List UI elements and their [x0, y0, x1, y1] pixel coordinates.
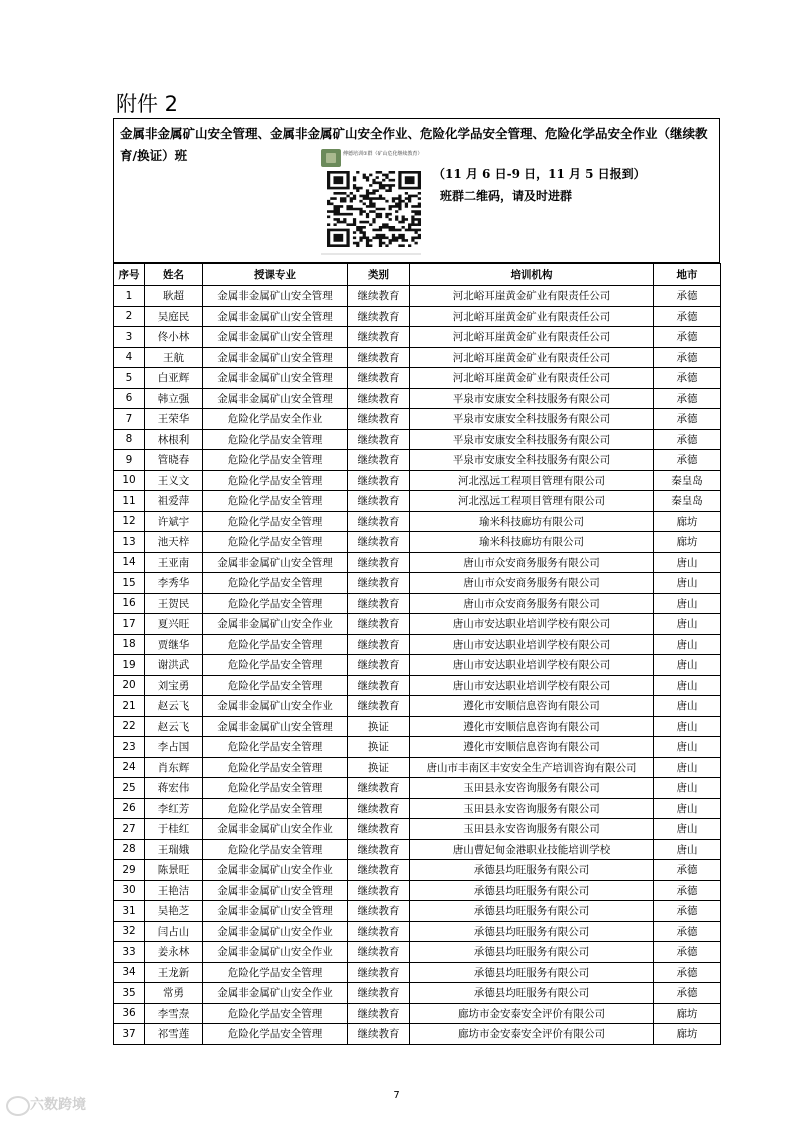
- cell-category: 继续教育: [348, 655, 410, 676]
- cell-major: 危险化学品安全管理: [203, 737, 348, 758]
- cell-institution: 遵化市安顺信息咨询有限公司: [410, 696, 654, 717]
- cell-category: 继续教育: [348, 675, 410, 696]
- cell-index: 32: [114, 921, 145, 942]
- cell-name: 王义文: [145, 470, 203, 491]
- qr-join-note: 班群二维码，请及时进群: [440, 189, 573, 203]
- cell-city: 承德: [654, 347, 721, 368]
- cell-name: 耿超: [145, 286, 203, 307]
- cell-name: 夏兴旺: [145, 614, 203, 635]
- cell-major: 危险化学品安全管理: [203, 962, 348, 983]
- cell-index: 9: [114, 450, 145, 471]
- cell-major: 金属非金属矿山安全管理: [203, 286, 348, 307]
- cell-name: 王贺民: [145, 593, 203, 614]
- cell-index: 24: [114, 757, 145, 778]
- cell-index: 35: [114, 983, 145, 1004]
- cell-institution: 瑜米科技廊坊有限公司: [410, 511, 654, 532]
- cell-index: 15: [114, 573, 145, 594]
- cell-city: 唐山: [654, 655, 721, 676]
- table-row: [114, 819, 721, 840]
- cell-name: 贾继华: [145, 634, 203, 655]
- class-header-box: [113, 118, 720, 263]
- cell-index: 8: [114, 429, 145, 450]
- cell-category: 继续教育: [348, 798, 410, 819]
- cell-city: 廊坊: [654, 1024, 721, 1045]
- table-row: [114, 1003, 721, 1024]
- qr-code-card: [319, 147, 423, 263]
- col-header-category: 类别: [348, 264, 410, 286]
- cell-city: 承德: [654, 306, 721, 327]
- cell-index: 29: [114, 860, 145, 881]
- cell-category: 继续教育: [348, 552, 410, 573]
- cell-institution: 承德县均旺服务有限公司: [410, 921, 654, 942]
- cell-index: 5: [114, 368, 145, 389]
- table-row: [114, 573, 721, 594]
- cell-name: 池天梓: [145, 532, 203, 553]
- cell-institution: 承德县均旺服务有限公司: [410, 860, 654, 881]
- cell-institution: 唐山市安达职业培训学校有限公司: [410, 634, 654, 655]
- table-row: [114, 450, 721, 471]
- cell-name: 王艳洁: [145, 880, 203, 901]
- cell-city: 唐山: [654, 675, 721, 696]
- table-row: [114, 593, 721, 614]
- cell-major: 金属非金属矿山安全管理: [203, 347, 348, 368]
- cell-major: 危险化学品安全管理: [203, 511, 348, 532]
- cell-institution: 唐山市众安商务服务有限公司: [410, 552, 654, 573]
- cell-category: 继续教育: [348, 327, 410, 348]
- cell-major: 危险化学品安全管理: [203, 839, 348, 860]
- cell-category: 继续教育: [348, 347, 410, 368]
- cell-name: 陈景旺: [145, 860, 203, 881]
- cell-name: 闫占山: [145, 921, 203, 942]
- cell-index: 19: [114, 655, 145, 676]
- cell-city: 承德: [654, 327, 721, 348]
- cell-category: 继续教育: [348, 573, 410, 594]
- cell-city: 唐山: [654, 778, 721, 799]
- table-row: [114, 655, 721, 676]
- cell-city: 承德: [654, 409, 721, 430]
- table-body: [114, 286, 721, 1045]
- cell-name: 佟小林: [145, 327, 203, 348]
- cell-index: 4: [114, 347, 145, 368]
- cell-city: 承德: [654, 983, 721, 1004]
- cell-major: 金属非金属矿山安全管理: [203, 306, 348, 327]
- cell-name: 赵云飞: [145, 696, 203, 717]
- cell-major: 金属非金属矿山安全作业: [203, 983, 348, 1004]
- cell-category: 继续教育: [348, 1024, 410, 1045]
- cell-institution: 平泉市安康安全科技服务有限公司: [410, 450, 654, 471]
- cell-major: 危险化学品安全管理: [203, 655, 348, 676]
- cell-major: 危险化学品安全管理: [203, 573, 348, 594]
- table-row: [114, 634, 721, 655]
- cell-major: 金属非金属矿山安全作业: [203, 696, 348, 717]
- cell-name: 吴庭民: [145, 306, 203, 327]
- cell-institution: 瑜米科技廊坊有限公司: [410, 532, 654, 553]
- cell-index: 37: [114, 1024, 145, 1045]
- cell-major: 金属非金属矿山安全管理: [203, 327, 348, 348]
- cell-name: 祁雪莲: [145, 1024, 203, 1045]
- cell-city: 承德: [654, 860, 721, 881]
- cell-major: 金属非金属矿山安全管理: [203, 388, 348, 409]
- cell-institution: 河北峪耳崖黄金矿业有限责任公司: [410, 286, 654, 307]
- cell-city: 唐山: [654, 757, 721, 778]
- cell-index: 14: [114, 552, 145, 573]
- table-row: [114, 429, 721, 450]
- cell-index: 2: [114, 306, 145, 327]
- table-row: [114, 798, 721, 819]
- cell-name: 王亚南: [145, 552, 203, 573]
- table-row: [114, 491, 721, 512]
- cell-index: 7: [114, 409, 145, 430]
- cell-index: 18: [114, 634, 145, 655]
- cell-city: 承德: [654, 962, 721, 983]
- cell-institution: 廊坊市金安泰安全评价有限公司: [410, 1003, 654, 1024]
- cell-major: 危险化学品安全管理: [203, 491, 348, 512]
- cell-name: 蒋宏伟: [145, 778, 203, 799]
- table-row: [114, 306, 721, 327]
- cell-index: 34: [114, 962, 145, 983]
- cell-category: 继续教育: [348, 388, 410, 409]
- cell-institution: 唐山市安达职业培训学校有限公司: [410, 675, 654, 696]
- cell-category: 继续教育: [348, 696, 410, 717]
- cell-city: 承德: [654, 388, 721, 409]
- cell-city: 承德: [654, 286, 721, 307]
- cell-category: 继续教育: [348, 901, 410, 922]
- cell-major: 危险化学品安全管理: [203, 450, 348, 471]
- table-row: [114, 286, 721, 307]
- cell-name: 吴艳芝: [145, 901, 203, 922]
- col-header-name: 姓名: [145, 264, 203, 286]
- cell-index: 22: [114, 716, 145, 737]
- cell-category: 继续教育: [348, 286, 410, 307]
- col-header-major: 授课专业: [203, 264, 348, 286]
- cell-category: 继续教育: [348, 593, 410, 614]
- col-header-city: 地市: [654, 264, 721, 286]
- cell-major: 金属非金属矿山安全作业: [203, 860, 348, 881]
- cell-name: 祖爱萍: [145, 491, 203, 512]
- cell-name: 许斌宇: [145, 511, 203, 532]
- cell-city: 廊坊: [654, 511, 721, 532]
- cell-institution: 承德县均旺服务有限公司: [410, 901, 654, 922]
- cell-city: 唐山: [654, 696, 721, 717]
- cell-city: 唐山: [654, 634, 721, 655]
- cell-index: 6: [114, 388, 145, 409]
- cell-index: 33: [114, 942, 145, 963]
- cell-city: 承德: [654, 901, 721, 922]
- cell-name: 常勇: [145, 983, 203, 1004]
- table-row: [114, 388, 721, 409]
- cell-institution: 唐山市安达职业培训学校有限公司: [410, 655, 654, 676]
- table-row: [114, 757, 721, 778]
- cell-institution: 玉田县永安咨询服务有限公司: [410, 798, 654, 819]
- cell-name: 管晓春: [145, 450, 203, 471]
- cell-city: 唐山: [654, 737, 721, 758]
- table-row: [114, 470, 721, 491]
- cell-name: 姜永林: [145, 942, 203, 963]
- cell-city: 承德: [654, 921, 721, 942]
- watermark-logo-icon: [6, 1096, 30, 1116]
- table-row: [114, 368, 721, 389]
- cell-institution: 廊坊市金安泰安全评价有限公司: [410, 1024, 654, 1045]
- cell-name: 王航: [145, 347, 203, 368]
- table-row: [114, 552, 721, 573]
- cell-index: 20: [114, 675, 145, 696]
- cell-major: 金属非金属矿山安全作业: [203, 921, 348, 942]
- cell-category: 继续教育: [348, 491, 410, 512]
- cell-category: 继续教育: [348, 368, 410, 389]
- cell-institution: 承德县均旺服务有限公司: [410, 983, 654, 1004]
- cell-index: 10: [114, 470, 145, 491]
- cell-institution: 河北峪耳崖黄金矿业有限责任公司: [410, 327, 654, 348]
- cell-category: 继续教育: [348, 778, 410, 799]
- table-row: [114, 839, 721, 860]
- cell-city: 廊坊: [654, 532, 721, 553]
- cell-city: 唐山: [654, 819, 721, 840]
- class-title: 金属非金属矿山安全管理、金属非金属矿山安全作业、危险化学品安全管理、危险化学品安全作业（继续教育/换证）班: [120, 126, 708, 163]
- cell-index: 23: [114, 737, 145, 758]
- cell-city: 承德: [654, 450, 721, 471]
- cell-index: 16: [114, 593, 145, 614]
- cell-major: 危险化学品安全管理: [203, 1024, 348, 1045]
- cell-index: 3: [114, 327, 145, 348]
- cell-institution: 唐山曹妃甸金港职业技能培训学校: [410, 839, 654, 860]
- cell-institution: 平泉市安康安全科技服务有限公司: [410, 409, 654, 430]
- cell-category: 继续教育: [348, 511, 410, 532]
- cell-institution: 玉田县永安咨询服务有限公司: [410, 819, 654, 840]
- cell-category: 继续教育: [348, 860, 410, 881]
- watermark-text: 六数跨境: [30, 1097, 86, 1113]
- cell-index: 21: [114, 696, 145, 717]
- cell-name: 于桂红: [145, 819, 203, 840]
- cell-major: 危险化学品安全管理: [203, 532, 348, 553]
- cell-category: 继续教育: [348, 880, 410, 901]
- cell-index: 26: [114, 798, 145, 819]
- table-row: [114, 880, 721, 901]
- cell-major: 危险化学品安全管理: [203, 593, 348, 614]
- table-row: [114, 921, 721, 942]
- cell-institution: 玉田县永安咨询服务有限公司: [410, 778, 654, 799]
- cell-institution: 河北峪耳崖黄金矿业有限责任公司: [410, 306, 654, 327]
- cell-category: 继续教育: [348, 306, 410, 327]
- table-row: [114, 675, 721, 696]
- table-row: [114, 1024, 721, 1045]
- cell-name: 王瑞娥: [145, 839, 203, 860]
- cell-major: 金属非金属矿山安全管理: [203, 368, 348, 389]
- qr-group-caption: 傅德培训①群（矿山危化继续教育）: [343, 151, 423, 157]
- cell-institution: 唐山市众安商务服务有限公司: [410, 573, 654, 594]
- cell-city: 唐山: [654, 552, 721, 573]
- qr-footer-decoration: [321, 252, 423, 257]
- table-row: [114, 962, 721, 983]
- table-row: [114, 327, 721, 348]
- cell-category: 换证: [348, 716, 410, 737]
- cell-institution: 承德县均旺服务有限公司: [410, 942, 654, 963]
- cell-major: 危险化学品安全管理: [203, 470, 348, 491]
- cell-name: 韩立强: [145, 388, 203, 409]
- cell-institution: 平泉市安康安全科技服务有限公司: [410, 429, 654, 450]
- table-row: [114, 942, 721, 963]
- cell-institution: 唐山市众安商务服务有限公司: [410, 593, 654, 614]
- cell-category: 换证: [348, 757, 410, 778]
- cell-major: 金属非金属矿山安全作业: [203, 819, 348, 840]
- cell-city: 唐山: [654, 798, 721, 819]
- cell-category: 继续教育: [348, 634, 410, 655]
- table-row: [114, 778, 721, 799]
- cell-city: 唐山: [654, 614, 721, 635]
- cell-city: 承德: [654, 942, 721, 963]
- table-header-row: [114, 264, 721, 286]
- table-row: [114, 511, 721, 532]
- cell-city: 秦皇岛: [654, 491, 721, 512]
- cell-name: 刘宝勇: [145, 675, 203, 696]
- cell-index: 28: [114, 839, 145, 860]
- cell-major: 金属非金属矿山安全管理: [203, 716, 348, 737]
- cell-city: 承德: [654, 880, 721, 901]
- cell-category: 继续教育: [348, 819, 410, 840]
- attachment-label: 附件 2: [116, 92, 179, 116]
- cell-category: 继续教育: [348, 470, 410, 491]
- cell-category: 继续教育: [348, 450, 410, 471]
- cell-institution: 唐山市丰南区丰安安全生产培训咨询有限公司: [410, 757, 654, 778]
- cell-name: 白亚辉: [145, 368, 203, 389]
- cell-name: 赵云飞: [145, 716, 203, 737]
- cell-institution: 承德县均旺服务有限公司: [410, 962, 654, 983]
- cell-major: 金属非金属矿山安全作业: [203, 942, 348, 963]
- cell-major: 危险化学品安全管理: [203, 634, 348, 655]
- cell-category: 继续教育: [348, 921, 410, 942]
- table-row: [114, 860, 721, 881]
- cell-index: 11: [114, 491, 145, 512]
- cell-institution: 唐山市安达职业培训学校有限公司: [410, 614, 654, 635]
- cell-index: 25: [114, 778, 145, 799]
- cell-name: 谢洪武: [145, 655, 203, 676]
- cell-category: 继续教育: [348, 942, 410, 963]
- cell-major: 危险化学品安全管理: [203, 675, 348, 696]
- cell-institution: 河北泓远工程项目管理有限公司: [410, 470, 654, 491]
- table-row: [114, 901, 721, 922]
- cell-category: 继续教育: [348, 839, 410, 860]
- group-avatar: [321, 149, 341, 167]
- cell-index: 1: [114, 286, 145, 307]
- table-row: [114, 696, 721, 717]
- table-row: [114, 983, 721, 1004]
- table-row: [114, 614, 721, 635]
- table-row: [114, 409, 721, 430]
- cell-category: 继续教育: [348, 962, 410, 983]
- cell-major: 危险化学品安全管理: [203, 757, 348, 778]
- table-row: [114, 347, 721, 368]
- cell-category: 继续教育: [348, 983, 410, 1004]
- table-row: [114, 737, 721, 758]
- cell-major: 危险化学品安全管理: [203, 798, 348, 819]
- page-number: 7: [393, 1090, 400, 1101]
- table-row: [114, 716, 721, 737]
- cell-name: 李红芳: [145, 798, 203, 819]
- cell-category: 继续教育: [348, 614, 410, 635]
- cell-category: 继续教育: [348, 409, 410, 430]
- qr-modules: [327, 171, 421, 247]
- cell-institution: 遵化市安顺信息咨询有限公司: [410, 737, 654, 758]
- cell-index: 30: [114, 880, 145, 901]
- cell-index: 36: [114, 1003, 145, 1024]
- cell-name: 王龙新: [145, 962, 203, 983]
- cell-city: 唐山: [654, 716, 721, 737]
- cell-name: 林根利: [145, 429, 203, 450]
- cell-category: 继续教育: [348, 1003, 410, 1024]
- col-header-index: 序号: [114, 264, 145, 286]
- cell-major: 危险化学品安全管理: [203, 1003, 348, 1024]
- cell-major: 金属非金属矿山安全管理: [203, 901, 348, 922]
- class-dates: （11 月 6 日-9 日，11 月 5 日报到）: [433, 167, 646, 181]
- cell-name: 李秀华: [145, 573, 203, 594]
- cell-major: 危险化学品安全管理: [203, 778, 348, 799]
- cell-major: 金属非金属矿山安全管理: [203, 880, 348, 901]
- cell-major: 危险化学品安全管理: [203, 429, 348, 450]
- trainee-roster-table: [113, 263, 721, 1045]
- cell-city: 秦皇岛: [654, 470, 721, 491]
- col-header-institution: 培训机构: [410, 264, 654, 286]
- cell-index: 27: [114, 819, 145, 840]
- cell-major: 金属非金属矿山安全作业: [203, 614, 348, 635]
- cell-major: 金属非金属矿山安全管理: [203, 552, 348, 573]
- cell-city: 廊坊: [654, 1003, 721, 1024]
- cell-category: 换证: [348, 737, 410, 758]
- cell-institution: 承德县均旺服务有限公司: [410, 880, 654, 901]
- cell-name: 李占国: [145, 737, 203, 758]
- cell-institution: 河北峪耳崖黄金矿业有限责任公司: [410, 347, 654, 368]
- cell-name: 王荣华: [145, 409, 203, 430]
- cell-category: 继续教育: [348, 532, 410, 553]
- cell-index: 12: [114, 511, 145, 532]
- cell-name: 李雪焘: [145, 1003, 203, 1024]
- cell-city: 唐山: [654, 593, 721, 614]
- cell-institution: 遵化市安顺信息咨询有限公司: [410, 716, 654, 737]
- cell-city: 唐山: [654, 839, 721, 860]
- cell-city: 唐山: [654, 573, 721, 594]
- cell-major: 危险化学品安全作业: [203, 409, 348, 430]
- qr-footer-line: [321, 252, 421, 256]
- cell-index: 13: [114, 532, 145, 553]
- cell-index: 31: [114, 901, 145, 922]
- cell-city: 承德: [654, 368, 721, 389]
- cell-institution: 河北泓远工程项目管理有限公司: [410, 491, 654, 512]
- cell-institution: 平泉市安康安全科技服务有限公司: [410, 388, 654, 409]
- cell-city: 承德: [654, 429, 721, 450]
- table-row: [114, 532, 721, 553]
- qr-code-image: [327, 171, 421, 247]
- cell-index: 17: [114, 614, 145, 635]
- cell-name: 肖东辉: [145, 757, 203, 778]
- cell-category: 继续教育: [348, 429, 410, 450]
- cell-institution: 河北峪耳崖黄金矿业有限责任公司: [410, 368, 654, 389]
